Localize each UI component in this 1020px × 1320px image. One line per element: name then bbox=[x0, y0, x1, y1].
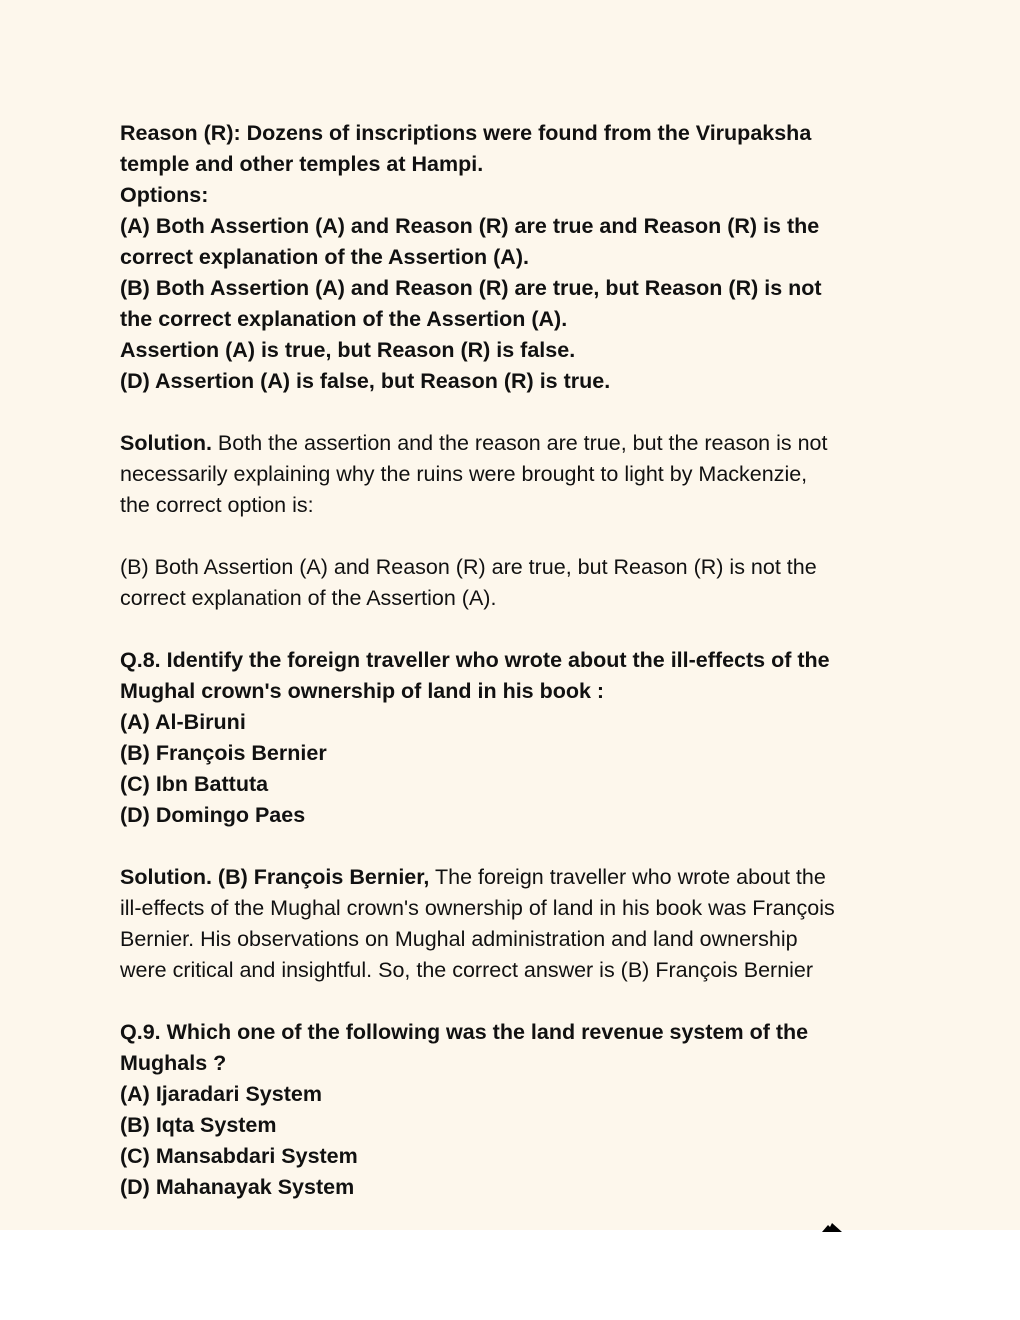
spacer bbox=[120, 986, 910, 1017]
question-8-text: Mughal crown's ownership of land in his book : bbox=[120, 679, 605, 703]
solution-1-first-line bbox=[120, 428, 910, 459]
q8-option-d: (D) Domingo Paes bbox=[120, 803, 306, 827]
solution-text: Both the assertion and the reason are true, but the reason is not bbox=[211, 431, 828, 455]
reason-line: Reason (R): Dozens of inscriptions were found from the Virupaksha bbox=[120, 121, 812, 145]
solution-text: the correct option is: bbox=[120, 493, 314, 517]
solution-text: ill-effects of the Mughal crown's ownership of land in his book was François bbox=[120, 896, 835, 920]
q9-option-a: (A) Ijaradari System bbox=[120, 1082, 322, 1106]
answer-line: (B) Both Assertion (A) and Reason (R) are true, but Reason (R) is not the bbox=[120, 555, 817, 579]
options-heading: Options: bbox=[120, 183, 209, 207]
q9-option-b: (B) Iqta System bbox=[120, 1113, 277, 1137]
question-9-text: Q.9. Which one of the following was the land revenue system of the bbox=[120, 1020, 809, 1044]
spacer bbox=[120, 831, 910, 862]
solution-text: were critical and insightful. So, the correct answer is (B) François Bernier bbox=[120, 958, 814, 982]
spacer bbox=[120, 521, 910, 552]
answer-line: correct explanation of the Assertion (A). bbox=[120, 586, 497, 610]
mouse-cursor-icon bbox=[818, 1220, 848, 1232]
assertion-reason-block bbox=[120, 118, 910, 397]
q9-option-c: (C) Mansabdari System bbox=[120, 1144, 358, 1168]
reason-line: temple and other temples at Hampi. bbox=[120, 152, 484, 176]
solution-2 bbox=[120, 862, 910, 986]
option-a-line: correct explanation of the Assertion (A). bbox=[120, 245, 529, 269]
option-c-line: Assertion (A) is true, but Reason (R) is false. bbox=[120, 338, 576, 362]
question-8-text: Q.8. Identify the foreign traveller who wrote about the ill-effects of the bbox=[120, 648, 830, 672]
solution-1-answer bbox=[120, 552, 910, 614]
page-content bbox=[120, 118, 910, 1203]
solution-1 bbox=[120, 428, 910, 521]
solution-text: necessarily explaining why the ruins were brought to light by Mackenzie, bbox=[120, 462, 808, 486]
spacer bbox=[120, 614, 910, 645]
option-b-line: the correct explanation of the Assertion (A). bbox=[120, 307, 568, 331]
question-8 bbox=[120, 645, 910, 831]
q9-option-d: (D) Mahanayak System bbox=[120, 1175, 355, 1199]
solution-label: Solution. bbox=[120, 431, 212, 455]
q8-option-c: (C) Ibn Battuta bbox=[120, 772, 269, 796]
solution-text: The foreign traveller who wrote about the bbox=[429, 865, 826, 889]
option-d-line: (D) Assertion (A) is false, but Reason (R) is true. bbox=[120, 369, 611, 393]
option-a-line: (A) Both Assertion (A) and Reason (R) are true and Reason (R) is the bbox=[120, 214, 820, 238]
option-b-line: (B) Both Assertion (A) and Reason (R) are true, but Reason (R) is not bbox=[120, 276, 822, 300]
question-9 bbox=[120, 1017, 910, 1203]
q8-option-b: (B) François Bernier bbox=[120, 741, 327, 765]
solution-2-first-line bbox=[120, 862, 910, 893]
question-9-text: Mughals ? bbox=[120, 1051, 227, 1075]
solution-label: Solution. (B) François Bernier, bbox=[120, 865, 430, 889]
solution-text: Bernier. His observations on Mughal administration and land ownership bbox=[120, 927, 798, 951]
q8-option-a: (A) Al-Biruni bbox=[120, 710, 246, 734]
spacer bbox=[120, 397, 910, 428]
